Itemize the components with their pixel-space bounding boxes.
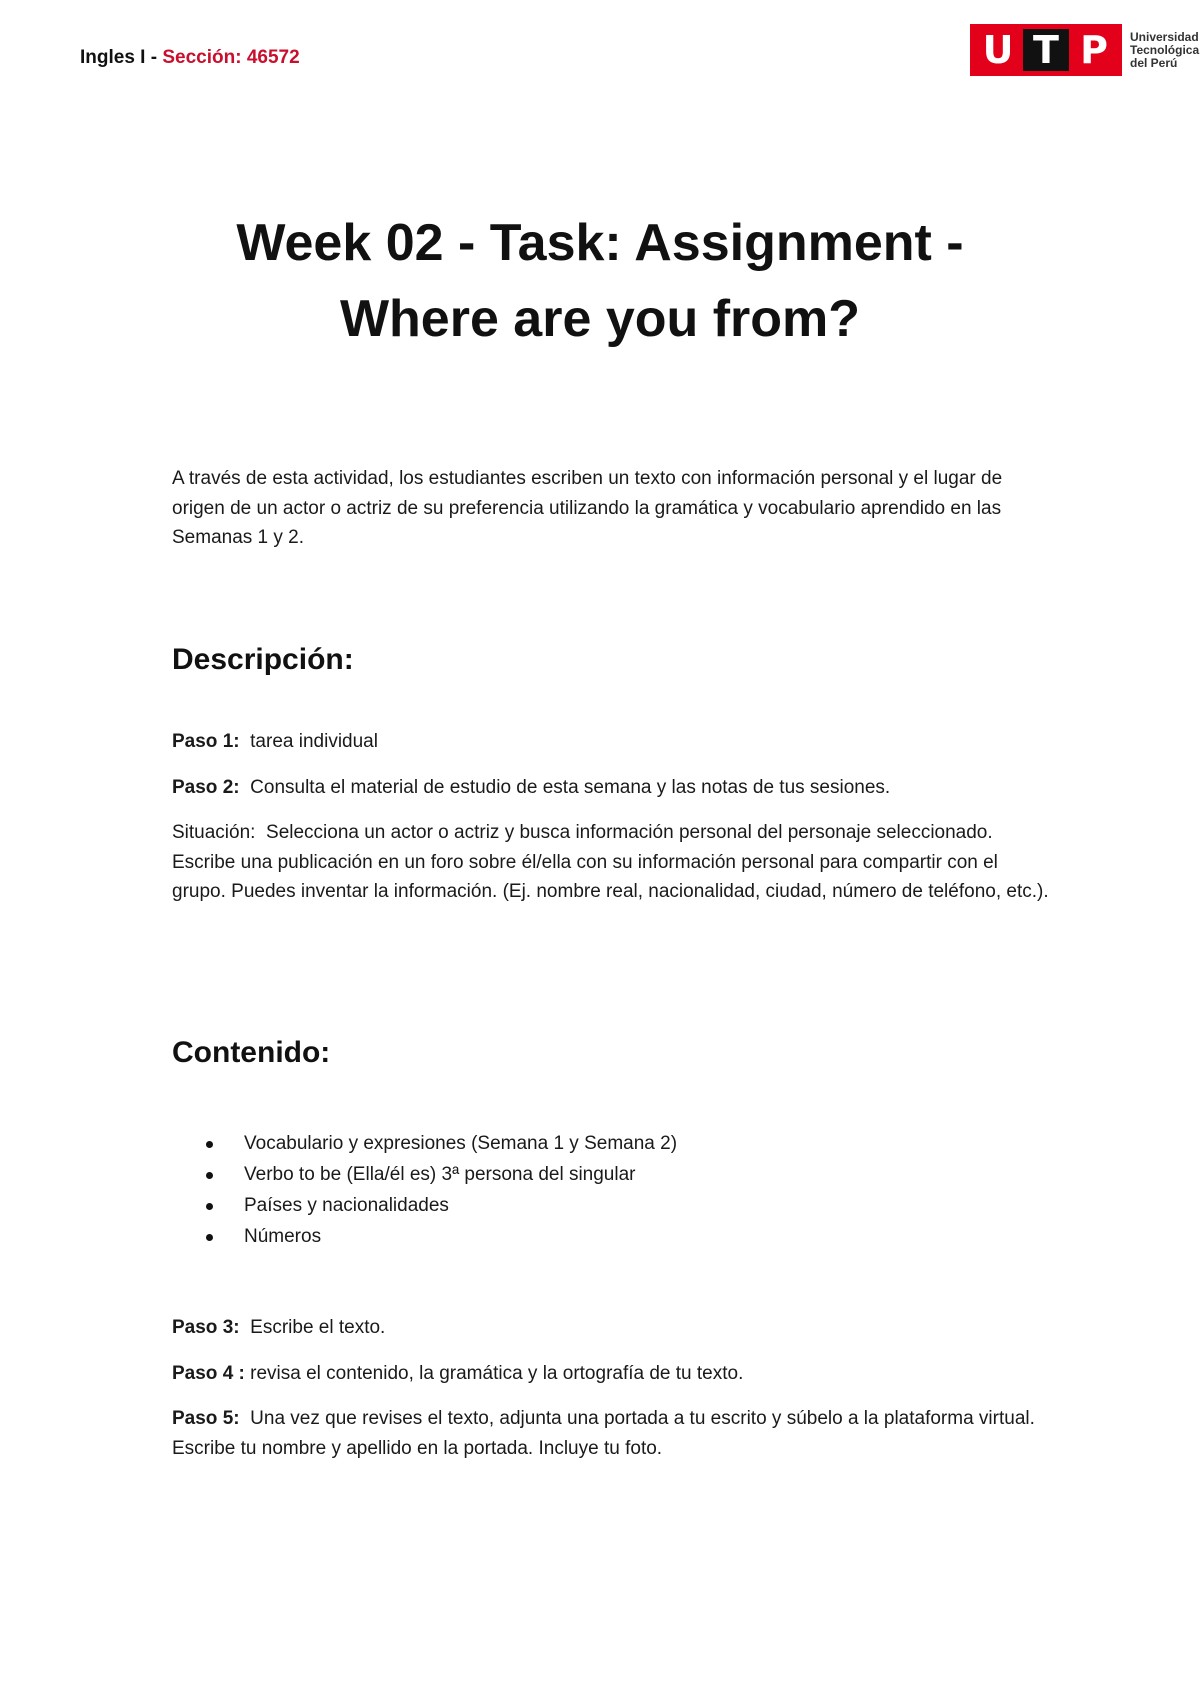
- logo-text-line3: del Perú: [1130, 55, 1178, 70]
- situation-text: Selecciona un actor o actriz y busca información personal del personaje seleccionado. Escribe una publicación en un foro sobre él/ella con su información personal para compartir con el grupo. Puedes inventar la información. (Ej. nombre real, nacionalidad, ciudad, número de teléfono, etc.).: [172, 822, 1049, 902]
- step-1: [172, 727, 1052, 757]
- step-4-text: revisa el contenido, la gramática y la ortografía de tu texto.: [250, 1362, 744, 1384]
- contenido-heading: Contenido:: [172, 1036, 331, 1069]
- logo-text: [1130, 31, 1199, 70]
- step-1-text: tarea individual: [250, 731, 378, 752]
- logo-letter-t: T: [1023, 29, 1069, 71]
- title-line2: Where are you from?: [339, 290, 861, 348]
- title-line1: Week 02 - Task: Assignment -: [236, 214, 964, 272]
- step-2-text: Consulta el material de estudio de esta semana y las notas de tus sesiones.: [250, 776, 891, 798]
- header-separator: -: [145, 47, 163, 68]
- step-3-label: Paso 3:: [172, 1317, 240, 1338]
- utp-logo: [970, 24, 1199, 76]
- step-3: [172, 1313, 1052, 1343]
- list-item: Vocabulario y expresiones (Semana 1 y Semana 2): [244, 1128, 1052, 1159]
- step-1-label: Paso 1:: [172, 731, 240, 752]
- step-2: [172, 773, 1052, 803]
- step-5: [172, 1404, 1052, 1463]
- list-item: Verbo to be (Ella/él es) 3ª persona del singular: [244, 1159, 1052, 1190]
- logo-text-line2: Tecnológica: [1130, 42, 1200, 57]
- step-4-label: Paso 4 :: [172, 1362, 245, 1384]
- logo-letter-p: P: [1080, 28, 1108, 72]
- course-name: Ingles I: [80, 47, 146, 68]
- logo-letter-u: U: [982, 28, 1014, 72]
- list-item: Números: [244, 1221, 1052, 1252]
- intro-paragraph: A través de esta actividad, los estudiantes escriben un texto con información personal y el lugar de origen de un actor o actriz de su preferencia utilizando la gramática y vocabulario aprendido en las Semanas 1 y 2.: [172, 468, 1003, 548]
- step-5-text: Una vez que revises el texto, adjunta una portada a tu escrito y súbelo a la plataforma virtual. Escribe tu nombre y apellido en la portada. Incluye tu foto.: [172, 1408, 1035, 1459]
- situation-label: Situación:: [172, 822, 256, 843]
- list-item: Países y nacionalidades: [244, 1190, 1052, 1221]
- step-4: [172, 1359, 1052, 1389]
- course-header: [80, 47, 300, 69]
- logo-blocks: [970, 24, 1122, 76]
- contenido-list: [172, 1128, 1052, 1252]
- situation: [172, 818, 1052, 907]
- logo-text-line1: Universidad: [1130, 29, 1199, 44]
- step-5-label: Paso 5:: [172, 1408, 240, 1429]
- step-3-text: Escribe el texto.: [250, 1317, 386, 1338]
- step-2-label: Paso 2:: [172, 776, 240, 798]
- descripcion-heading: Descripción:: [172, 643, 354, 676]
- page-title: [0, 205, 1200, 357]
- descripcion-steps: [172, 727, 1052, 923]
- section-number: Sección: 46572: [162, 47, 300, 68]
- final-steps: [172, 1313, 1052, 1479]
